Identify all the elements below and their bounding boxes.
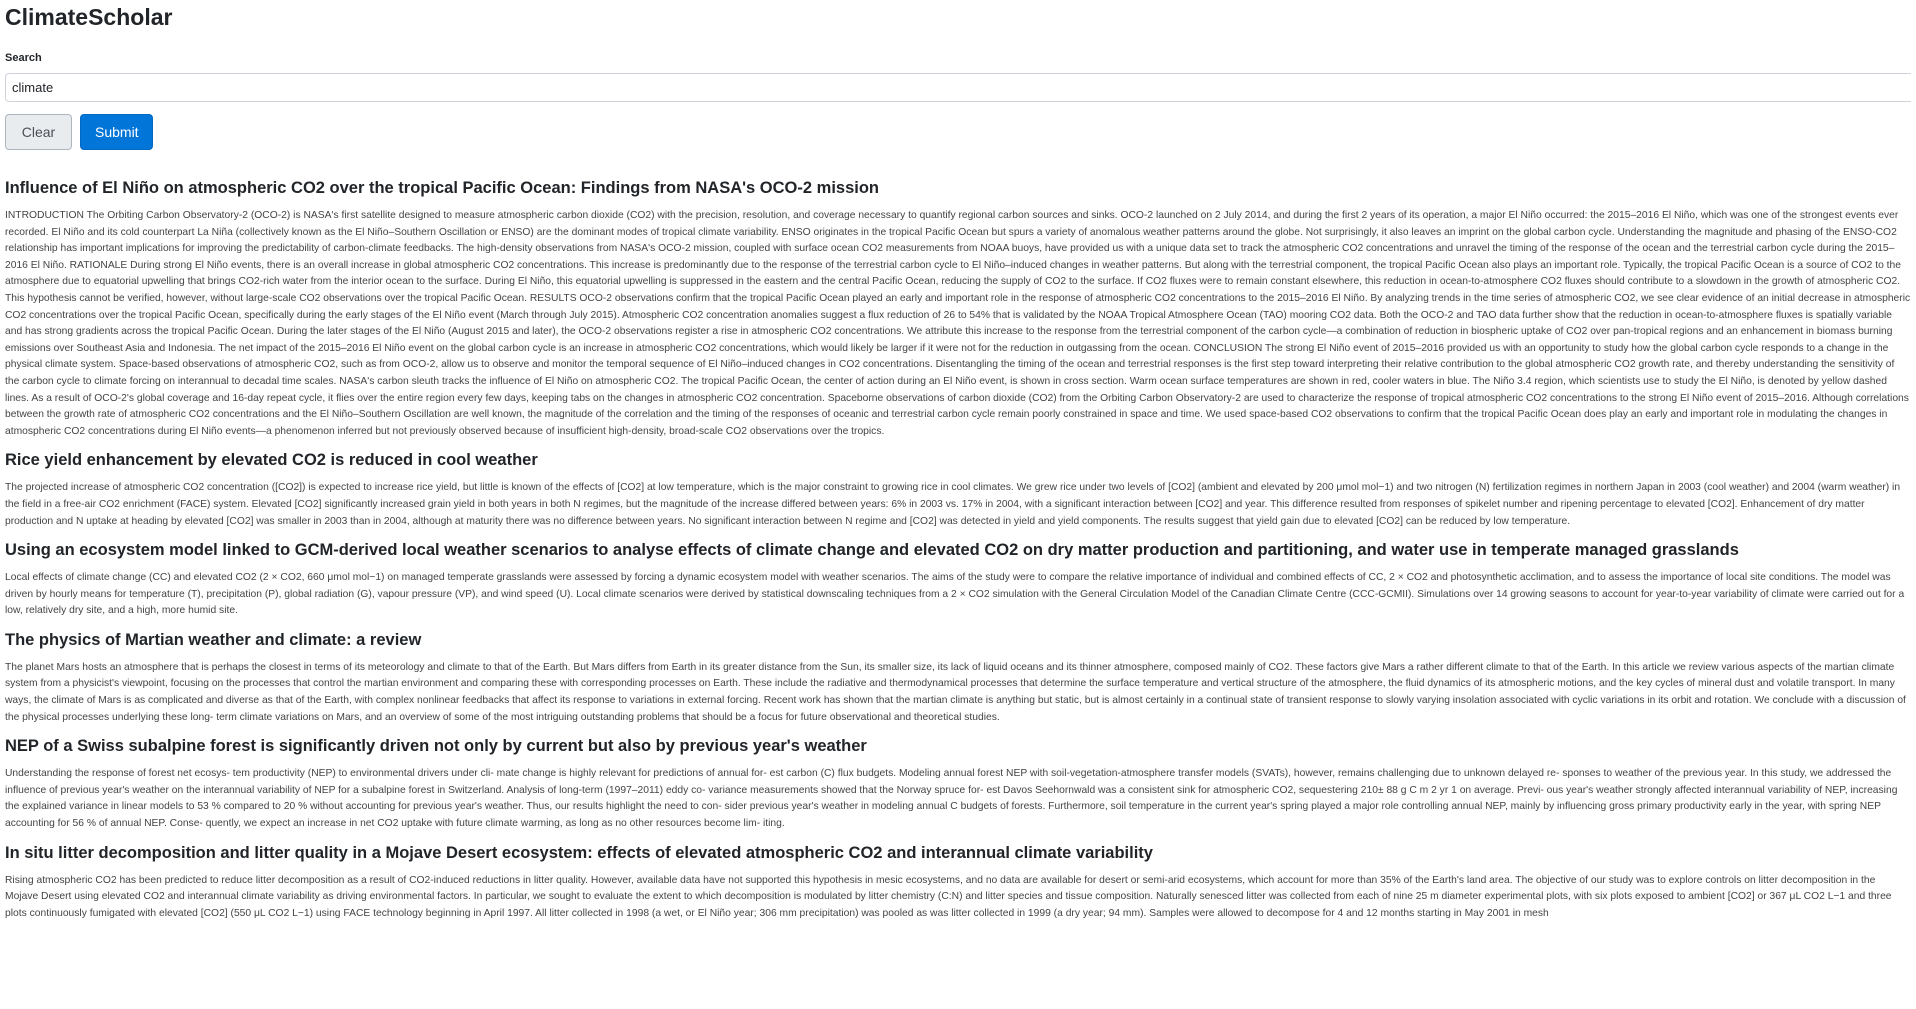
clear-button[interactable]: Clear <box>5 114 72 150</box>
result-title[interactable]: In situ litter decomposition and litter quality in a Mojave Desert ecosystem: effects of elevated atmospheric CO2 and interannual climate variability <box>5 843 1153 862</box>
result-item <box>5 450 1911 530</box>
submit-button[interactable]: Submit <box>80 114 153 150</box>
result-abstract: Local effects of climate change (CC) and elevated CO2 (2 × CO2, 660 μmol mol−1) on managed temperate grasslands were assessed by forcing a dynamic ecosystem model with weather scenarios. The aims of the study were to compare the relative importance of individual and combined effects of CC, 2 × CO2 and photosynthetic acclimation, and to assess the importance of local site conditions. The model was driven by hourly means for temperature (T), precipitation (P), global radiation (G), vapour pressure (VP), and wind speed (U). Local climate scenarios were derived by statistical downscaling techniques from a 2 × CO2 simulation with the General Circulation Model of the Canadian Climate Centre (CCC-GCMII). Simulations over 14 growing seasons to account for year-to-year variability of climate were carried out for a low, relatively dry site, and a high, more humid site. <box>5 572 1905 617</box>
result-item <box>5 178 1911 440</box>
result-item <box>5 630 1911 726</box>
result-title[interactable]: Rice yield enhancement by elevated CO2 is reduced in cool weather <box>5 451 538 470</box>
results-list <box>5 178 1911 922</box>
result-item <box>5 540 1911 620</box>
result-title[interactable]: The physics of Martian weather and climate: a review <box>5 630 422 649</box>
result-title[interactable]: Using an ecosystem model linked to GCM-derived local weather scenarios to analyse effects of climate change and elevated CO2 on dry matter production and partitioning, and water use in temperate managed grasslands <box>5 541 1739 560</box>
search-label: Search <box>5 52 42 64</box>
result-abstract: INTRODUCTION The Orbiting Carbon Observatory-2 (OCO-2) is NASA's first satellite designed to measure atmospheric carbon dioxide (CO2) with the precision, resolution, and coverage necessary to quantify regional carbon sources and sinks. OCO-2 launched on 2 July 2014, and during the first 2 years of its operation, a major El Niño occurred: the 2015–2016 El Niño, which was one of the strongest events ever recorded. El Niño and its cold counterpart La Niña (collectively known as the El Niño–Southern Oscillation or ENSO) are the dominant modes of tropical climate variability. ENSO originates in the tropical Pacific Ocean but spurs a variety of anomalous weather patterns around the globe. Not surprisingly, it also leaves an imprint on the global carbon cycle. Understanding the magnitude and phasing of the ENSO-CO2 relationship has important implications for improving the predictability of carbon-climate feedbacks. The high-density observations from NASA's OCO-2 mission, coupled with surface ocean CO2 measurements from NOAA buoys, have provided us with a unique data set to track the atmospheric CO2 concentrations and unravel the timing of the response of the ocean and the terrestrial carbon cycle during the 2015–2016 El Niño. RATIONALE During strong El Niño events, there is an overall increase in global atmospheric CO2 concentrations. This increase is predominantly due to the response of the terrestrial carbon cycle to El Niño–induced changes in weather patterns. But along with the terrestrial component, the tropical Pacific Ocean also plays an important role. Typically, the tropical Pacific Ocean is a source of CO2 to the atmosphere due to equatorial upwelling that brings CO2-rich water from the interior ocean to the surface. During El Niño, this equatorial upwelling is suppressed in the eastern and the central Pacific Ocean, reducing the supply of CO2 to the surface. If CO2 fluxes were to remain constant elsewhere, this reduction in ocean-to-atmosphere CO2 fluxes should contribute to a slowdown in the growth of atmospheric CO2. This hypothesis cannot be verified, however, without large-scale CO2 observations over the tropical Pacific Ocean. RESULTS OCO-2 observations confirm that the tropical Pacific Ocean played an early and important role in the response of atmospheric CO2 concentrations to the 2015–2016 El Niño. By analyzing trends in the time series of atmospheric CO2, we see clear evidence of an initial decrease in atmospheric CO2 concentrations over the tropical Pacific Ocean, specifically during the early stages of the El Niño event (March through July 2015). Atmospheric CO2 concentration anomalies suggest a flux reduction of 26 to 54% that is validated by the NOAA Tropical Atmosphere Ocean (TAO) mooring CO2 data. Both the OCO-2 and TAO data further show that the reduction in ocean-to-atmosphere fluxes is spatially variable and has strong gradients across the tropical Pacific Ocean. During the later stages of the El Niño (August 2015 and later), the OCO-2 observations register a rise in atmospheric CO2 concentrations. We attribute this increase to the response from the terrestrial component of the carbon cycle—a combination of reduction in biospheric uptake of CO2 over pan-tropical regions and an enhancement in biomass burning emissions over Southeast Asia and Indonesia. The net impact of the 2015–2016 El Niño event on the global carbon cycle is an increase in atmospheric CO2 concentrations, which would likely be larger if it were not for the reduction in outgassing from the ocean. CONCLUSION The strong El Niño event of 2015–2016 provided us with an opportunity to study how the global carbon cycle responds to a change in the physical climate system. Space-based observations of atmospheric CO2, such as from OCO-2, allow us to observe and monitor the temporal sequence of El Niño–induced changes in CO2 concentrations. Disentangling the timing of the ocean and terrestrial responses is the first step toward interpreting their relative contribution to the global atmospheric CO2 growth rate, and thereby understanding the sensitivity of the carbon cycle to climate forcing on interannual to decadal time scales. NASA's carbon sleuth tracks the influence of El Niño on atmospheric CO2. The tropical Pacific Ocean, the center of action during an El Niño event, is shown in cross section. Warm ocean surface temperatures are shown in red, cooler waters in blue. The Niño 3.4 region, which scientists use to study the El Niño, is denoted by yellow dashed lines. As a result of OCO-2's global coverage and 16-day repeat cycle, it flies over the entire region every few days, keeping tabs on the changes in atmospheric CO2 concentration. Spaceborne observations of carbon dioxide (CO2) from the Orbiting Carbon Observatory-2 are used to characterize the response of tropical atmospheric CO2 concentrations to the strong El Niño event of 2015–2016. Although correlations between the growth rate of atmospheric CO2 concentrations and the El Niño–Southern Oscillation are well known, the magnitude of the correlation and the timing of the responses of oceanic and terrestrial carbon cycle remain poorly constrained in space and time. We used space-based CO2 observations to confirm that the tropical Pacific Ocean does play an early and important role in modulating the changes in atmospheric CO2 concentrations during El Niño events—a phenomenon inferred but not previously observed because of insufficient high-density, broad-scale CO2 observations over the tropics. <box>5 210 1911 437</box>
result-title[interactable]: Influence of El Niño on atmospheric CO2 over the tropical Pacific Ocean: Findings from NASA's OCO-2 mission <box>5 179 879 197</box>
result-abstract: The planet Mars hosts an atmosphere that is perhaps the closest in terms of its meteorology and climate to that of the Earth. But Mars differs from Earth in its greater distance from the Sun, its smaller size, its lack of liquid oceans and its thinner atmosphere, composed mainly of CO2. These factors give Mars a rather different climate to that of the Earth. In this article we review various aspects of the martian climate system from a physicist's viewpoint, focusing on the processes that control the martian environment and comparing these with corresponding processes on Earth. These include the radiative and thermodynamical processes that determine the surface temperature and vertical structure of the atmosphere, the fluid dynamics of its atmospheric motions, and the key cycles of mineral dust and volatile transport. In many ways, the climate of Mars is as complicated and diverse as that of the Earth, with complex nonlinear feedbacks that affect its response to variations in external forcing. Recent work has shown that the martian climate is anything but static, but is almost certainly in a continual state of transient response to slowly varying insolation associated with cyclic variations in its orbit and rotation. We conclude with a discussion of the physical processes underlying these long- term climate variations on Mars, and an overview of some of the most intriguing outstanding problems that should be a focus for future observational and theoretical studies. <box>5 661 1906 723</box>
app-title: ClimateScholar <box>5 4 173 30</box>
result-item <box>5 843 1911 923</box>
search-input[interactable] <box>5 73 1911 102</box>
result-title[interactable]: NEP of a Swiss subalpine forest is significantly driven not only by current but also by previous year's weather <box>5 737 867 756</box>
result-abstract: Understanding the response of forest net ecosys- tem productivity (NEP) to environmental drivers under cli- mate change is highly relevant for predictions of annual for- est carbon (C) flux budgets. Modeling annual forest NEP with soil-vegetation-atmosphere transfer models (SVATs), however, remains challenging due to unknown delayed re- sponses to weather of the previous year. In this study, we addressed the influence of previous year's weather on the interannual variability of NEP for a subalpine forest in Switzerland. Analysis of long-term (1997–2011) eddy co- variance measurements showed that the Norway spruce for- est Davos Seehornwald was a consistent sink for atmospheric CO2, sequestering 210± 88 g C m 2 yr 1 on average. Previ- ous year's weather strongly affected interannual variability of NEP, increasing the explained variance in linear models to 53 % compared to 20 % without accounting for previous year's weather. Thus, our results highlight the need to con- sider previous year's weather in modeling annual C budgets of forests. Furthermore, soil temperature in the current year's spring played a major role controlling annual NEP, mainly by influencing gross primary productivity early in the year, with spring NEP accounting for 56 % of annual NEP. Conse- quently, we expect an increase in net CO2 uptake with future climate warming, as long as no other resources become lim- iting. <box>5 768 1898 830</box>
page-container <box>0 4 1911 922</box>
button-row <box>5 114 1911 150</box>
result-abstract: The projected increase of atmospheric CO2 concentration ([CO2]) is expected to increase rice yield, but little is known of the effects of [CO2] at low temperature, which is the major constraint to growing rice in cool climates. We grew rice under two levels of [CO2] (ambient and elevated by 200 μmol mol−1) and two nitrogen (N) fertilization regimes in northern Japan in 2003 (cool weather) and 2004 (warm weather) in the field in a free-air CO2 enrichment (FACE) system. Elevated [CO2] significantly increased grain yield in both years in both N regimes, but the magnitude of the increase differed between years: 6% in 2003 vs. 17% in 2004, with a significant interaction between [CO2] and year. This difference resulted from responses of spikelet number and ripening percentage to elevated [CO2]. Enhancement of dry matter production and N uptake at heading by elevated [CO2] was smaller in 2003 than in 2004, although at maturity there was no difference between years. No significant interaction between N regime and [CO2] was detected in yield and yield components. The results suggest that yield gain due to elevated [CO2] can be reduced by low temperature. <box>5 482 1901 527</box>
result-item <box>5 736 1911 832</box>
result-abstract: Rising atmospheric CO2 has been predicted to reduce litter decomposition as a result of CO2-induced reductions in litter quality. However, available data have not supported this hypothesis in mesic ecosystems, and no data are available for desert or semi-arid ecosystems, which account for more than 35% of the Earth's land area. The objective of our study was to explore controls on litter decomposition in the Mojave Desert using elevated CO2 and interannual climate variability as driving environmental factors. In particular, we sought to evaluate the extent to which decomposition is modulated by litter chemistry (C:N) and litter species and tissue composition. Naturally senesced litter was collected from each of nine 25 m diameter experimental plots, with six plots exposed to ambient [CO2] or 367 μL CO2 L−1 and three plots continuously fumigated with elevated [CO2] (550 μL CO2 L−1) using FACE technology beginning in April 1997. All litter collected in 1998 (a wet, or El Niño year; 306 mm precipitation) was pooled as was litter collected in 1999 (a dry year; 94 mm). Samples were allowed to decompose for 4 and 12 months starting in May 2001 in mesh <box>5 874 1892 919</box>
